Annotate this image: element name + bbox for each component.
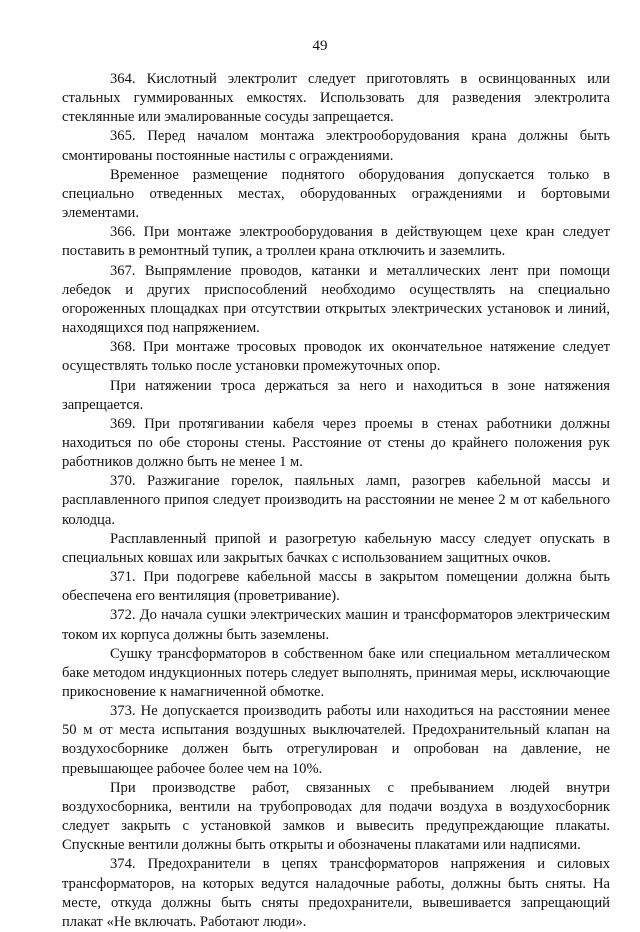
page-number: 49 xyxy=(312,38,328,54)
paragraph-373: 373. Не допускается производить работы или находиться на расстоянии менее 50 м от места испытания воздушных выключателей. Предохранительный клапан на воздухосборнике должен быть отрегулирован и опробован на давление, не превышающее рабочее более чем на 10%. xyxy=(62,703,610,777)
paragraph-367: 367. Выпрямление проводов, катанки и металлических лент при помощи лебедок и других приспособлений необходимо осуществлять на специально огороженных площадках при отсутствии открытых электрических установок и линий, находящихся под напряжением. xyxy=(62,262,610,337)
paragraph-372-continuation: Сушку трансформаторов в собственном баке или специальном металлическом баке методом индукционных потерь следует выполнять, принимая меры, исключающие прикосновение к намагниченной обмотке. xyxy=(62,645,610,700)
document-body xyxy=(62,70,610,932)
paragraph-370-continuation: Расплавленный припой и разогретую кабельную массу следует опускать в специальных ковшах или закрытых бачках с использованием защитных очков. xyxy=(62,530,610,566)
paragraph-365-continuation: Временное размещение поднятого оборудования допускается только в специально отведенных местах, оборудованных ограждениями и бортовыми элементами. xyxy=(62,166,610,222)
paragraph-371: 371. При подогреве кабельной массы в закрытом помещении должна быть обеспечена его вентиляция (проветривание). xyxy=(62,569,610,605)
paragraph-364: 364. Кислотный электролит следует приготовлять в освинцованных или стальных гуммированных емкостях. Использовать для разведения электролита стеклянные или эмалированные сосуды запрещается. xyxy=(62,71,610,126)
paragraph-373-continuation: При производстве работ, связанных с пребыванием людей внутри воздухосборника, вентили на трубопроводах для подачи воздуха в воздухосборник следует закрыть с установкой замков и вывесить предупреждающие плакаты. Спускные вентили должны быть открыты и обозначены плакатами или надписями. xyxy=(62,779,610,854)
paragraph-365: 365. Перед началом монтажа электрооборудования крана должны быть смонтированы постоянные настилы с ограждениями. xyxy=(62,128,610,164)
paragraph-374: 374. Предохранители в цепях трансформаторов напряжения и силовых трансформаторов, на которых ведутся наладочные работы, должны быть сняты. На месте, откуда должны быть сняты предохранители, вывешивается запрещающий плакат «Не включать. Работают люди». xyxy=(62,856,610,930)
paragraph-368-continuation: При натяжении троса держаться за него и находиться в зоне натяжения запрещается. xyxy=(62,377,610,413)
paragraph-369: 369. При протягивании кабеля через проемы в стенах работники должны находиться по обе стороны стены. Расстояние от стены до крайнего положения рук работников должно быть не менее 1 м. xyxy=(62,415,610,471)
paragraph-368: 368. При монтаже тросовых проводок их окончательное натяжение следует осуществлять только после установки промежуточных опор. xyxy=(62,339,610,375)
paragraph-372: 372. До начала сушки электрических машин и трансформаторов электрическим током их корпуса должны быть заземлены. xyxy=(62,607,610,643)
paragraph-366: 366. При монтаже электрооборудования в действующем цехе кран следует поставить в ремонтный тупик, а троллеи крана отключить и заземлить. xyxy=(62,224,610,260)
paragraph-370: 370. Разжигание горелок, паяльных ламп, разогрев кабельной массы и расплавленного припоя следует производить на расстоянии не менее 2 м от кабельного колодца. xyxy=(62,473,610,528)
